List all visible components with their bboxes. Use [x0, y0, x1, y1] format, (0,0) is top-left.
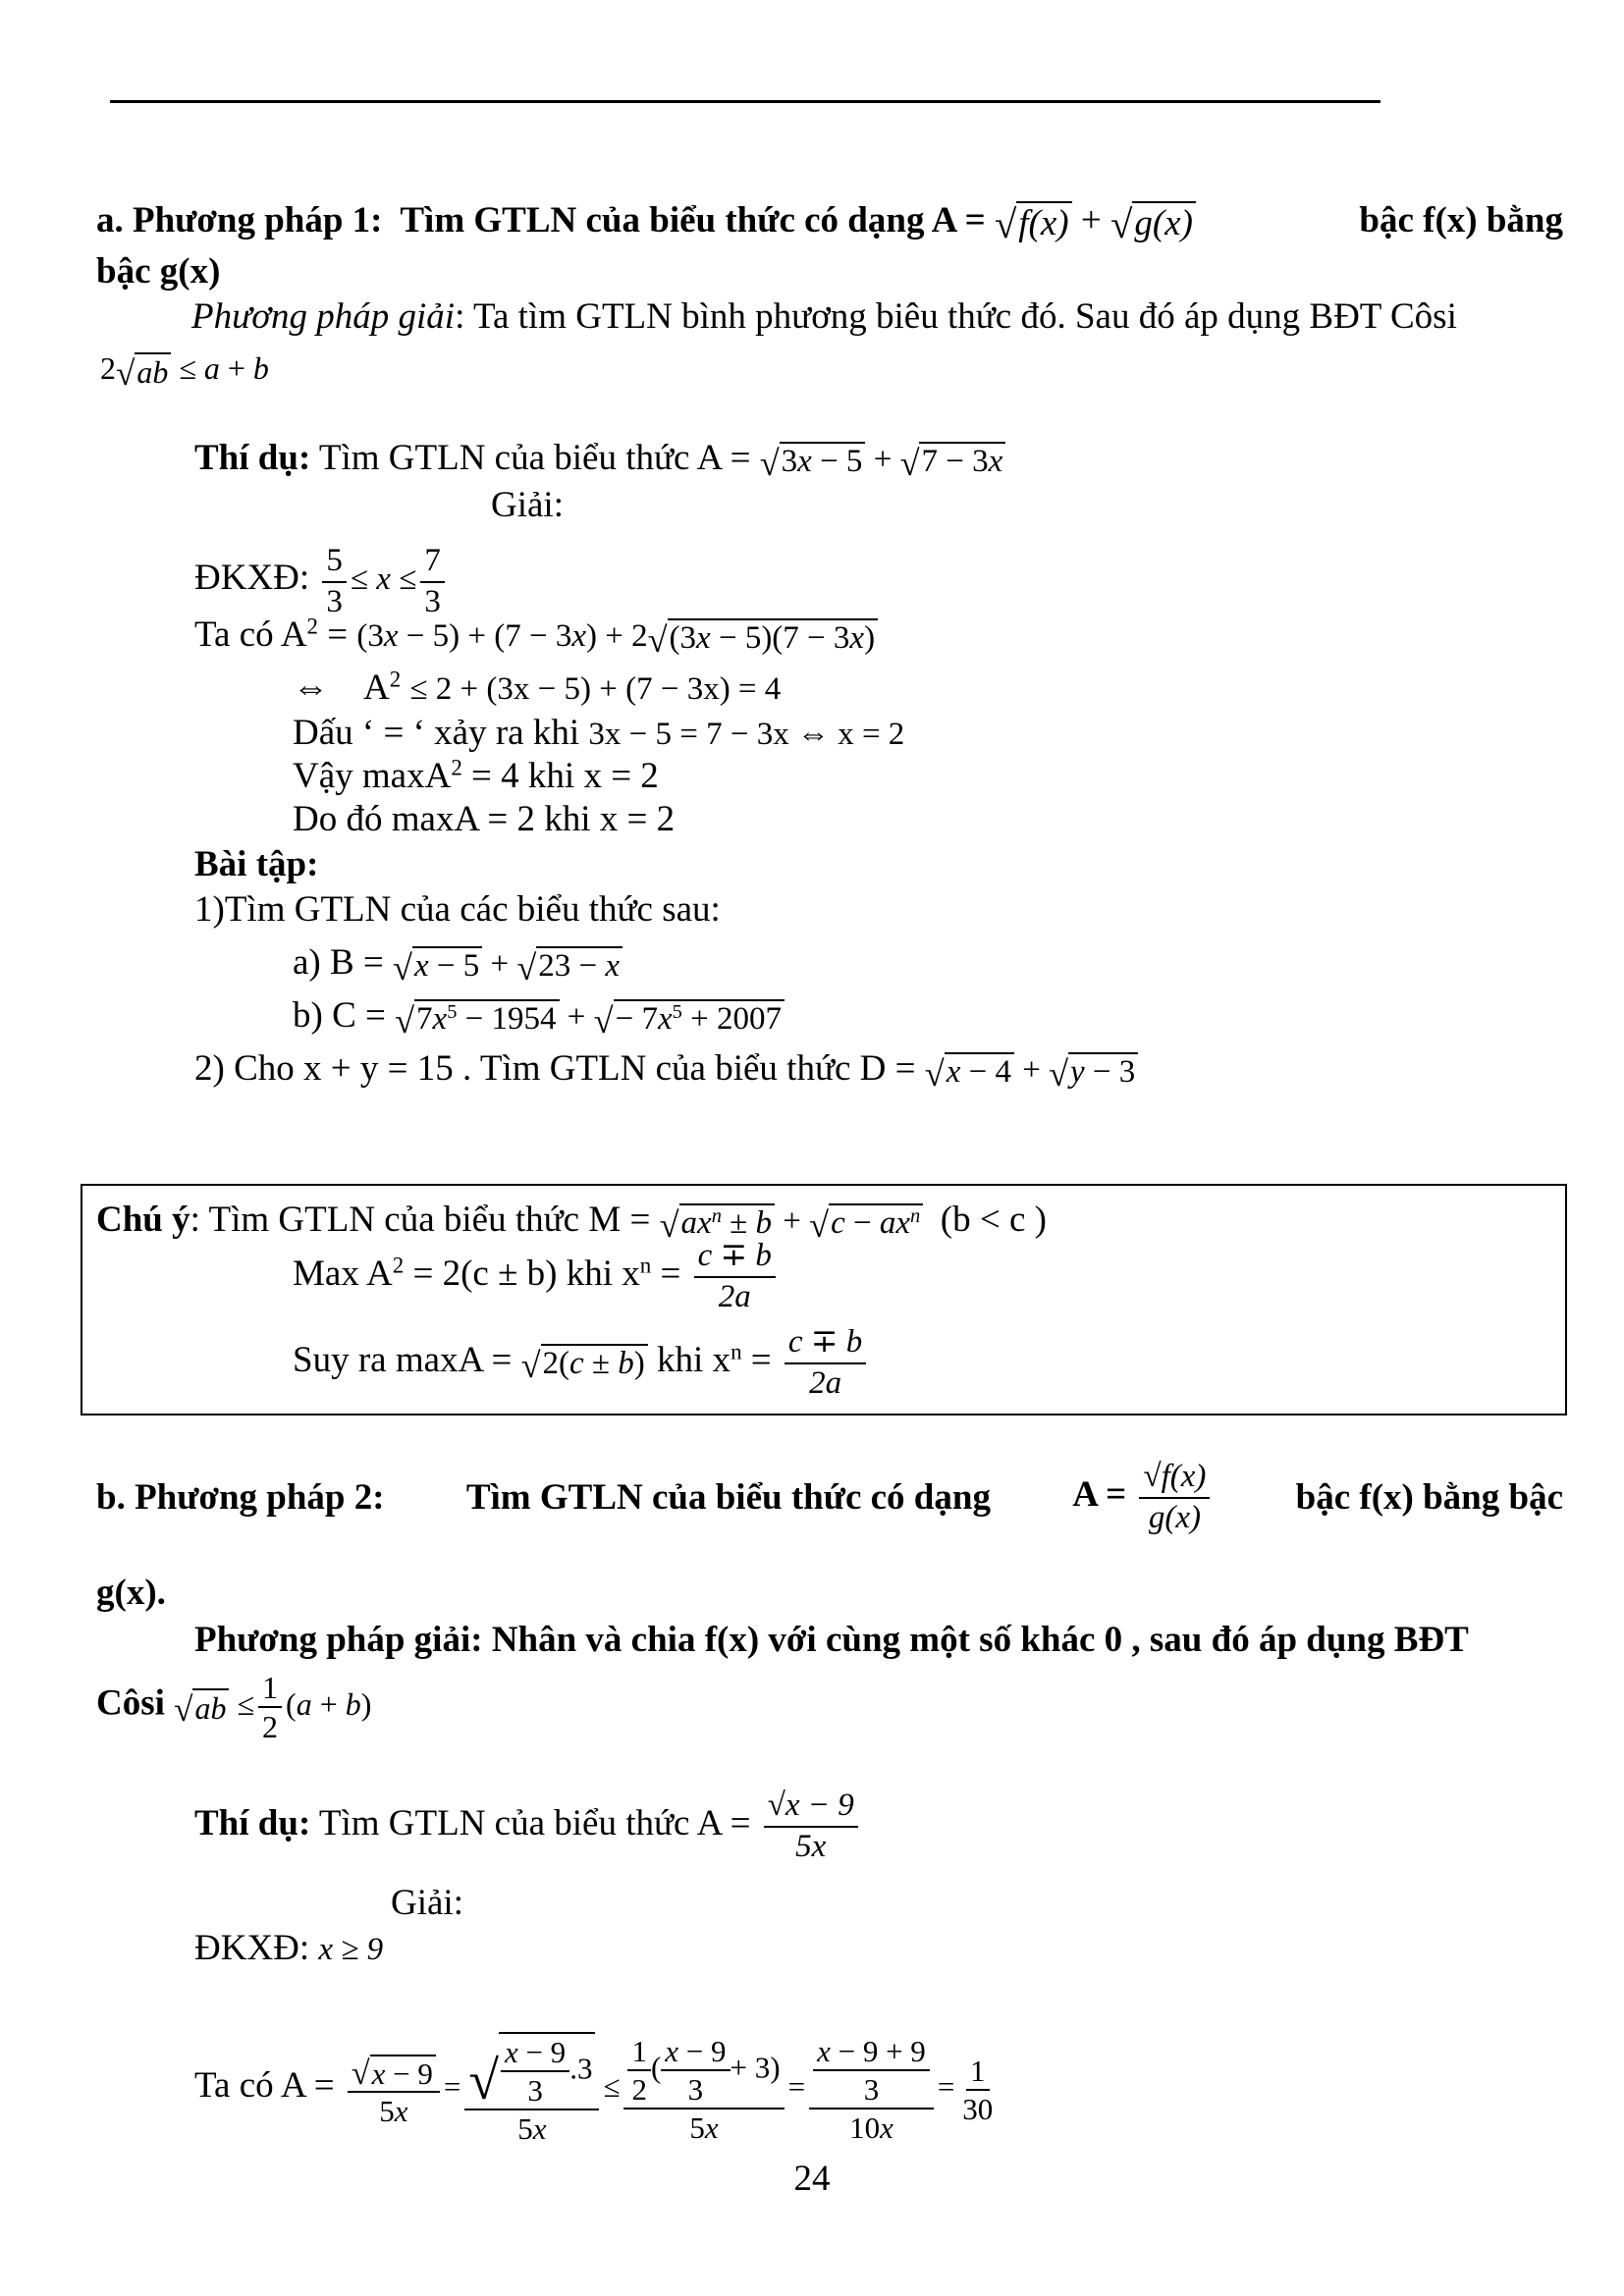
exercise-2: [194, 1046, 1138, 1093]
note-line3-frac: [785, 1323, 866, 1403]
section-b-heading-lead: b. Phương pháp 2:: [96, 1477, 385, 1518]
final-derivation: [194, 2032, 1001, 2148]
note-text: : Tìm GTLN của biểu thức M =: [189, 1200, 651, 1240]
page-number: 24: [793, 2159, 831, 2199]
section-a-heading-tail: bậc f(x) bằng: [1359, 200, 1563, 240]
header-rule: [110, 100, 1380, 103]
domain-a-label: ĐKXĐ:: [194, 558, 310, 599]
example-b-frac-num: √x − 9: [764, 1787, 858, 1828]
section-b-method-line2: [96, 1669, 371, 1746]
step-a2-lead: A: [362, 667, 390, 708]
section-a-heading-lead: a. Phương pháp 1:: [96, 200, 383, 240]
note-condition: (b < c ): [940, 1200, 1047, 1240]
section-b-heading-tail: bậc f(x) bằng bậc: [1295, 1477, 1563, 1518]
exercise-2-lead: 2) Cho x + y = 15 . Tìm GTLN của biểu thức D =: [194, 1048, 916, 1089]
section-b-method: Phương pháp giải: Nhân và chia f(x) với cùng một số khác 0 , sau đó áp dụng BĐT: [194, 1620, 1469, 1660]
section-a-heading-mid: Tìm GTLN của biểu thức có dạng A =: [400, 200, 986, 240]
section-a-heading: [96, 198, 1563, 245]
note-line3-expr: √ 2(c ± b): [521, 1344, 648, 1379]
final-lead: Ta có A =: [194, 2064, 335, 2106]
domain-a: [194, 542, 449, 621]
step-a4-lead: Vậy maxA: [293, 756, 452, 796]
exercise-1a-expr: √ x − 5 + √ 23 − x: [393, 946, 623, 982]
section-b-heading-A: A =: [1072, 1474, 1127, 1516]
exercise-1a: [293, 940, 623, 987]
section-b-heading: [96, 1461, 1563, 1535]
section-b-method-lead: Côsi: [96, 1682, 165, 1724]
step-a4: Vậy maxA$^2$ = 4 khi x = 2: [293, 755, 659, 796]
step-a1-expr: (3x − 5) + (7 − 3x) + 2 √ (3x − 5)(7 − 3x): [356, 618, 878, 654]
exercise-1: 1)Tìm GTLN của các biểu thức sau:: [194, 889, 721, 930]
exercise-1b: [293, 993, 785, 1040]
note-line2-frac-num: c ∓ b: [694, 1237, 776, 1278]
note-line2-lead: Max A: [293, 1254, 393, 1295]
example-b-frac-den: 5x: [795, 1828, 827, 1864]
cauchy-inequality: 2 √ ab ≤ a + b: [100, 350, 269, 393]
exercise-2-expr: √ x − 4 + √ y − 3: [925, 1052, 1139, 1088]
note-line2-frac-den: 2a: [718, 1278, 751, 1314]
note-line2-frac: [694, 1237, 776, 1316]
example-b: [194, 1787, 862, 1866]
section-b-heading-mid: Tìm GTLN của biểu thức có dạng: [465, 1477, 991, 1518]
exercise-1a-lead: a) B =: [293, 942, 384, 983]
note-line3-lead: Suy ra maxA =: [293, 1340, 513, 1381]
final-expr: √ x − 9 5x = √ $\frac{x - 9}{3}$ .3 5x ≤ $\frac{1}{2}$ ( $\frac{x - 9}{3}$ + 3) 5x = $\frac{\frac{x - 9 + 9}{3}}{10x}$ = $\frac{1}{30}$: [344, 2069, 1001, 2104]
step-a3-lead: Dấu ‘ = ‘ xảy ra khi: [293, 713, 580, 753]
section-b-frac-num: √f(x): [1139, 1458, 1210, 1499]
note-line3-frac-den: 2a: [809, 1364, 842, 1401]
section-b-heading-frac: [1139, 1458, 1210, 1537]
example-b-frac: [764, 1787, 858, 1866]
step-a3: [293, 711, 904, 757]
solution-b-label: Giải:: [391, 1883, 463, 1923]
exercises-label: Bài tập:: [194, 844, 319, 884]
solution-a-label: Giải:: [491, 485, 564, 525]
example-a-expr: √ 3x − 5 + √ 7 − 3x: [760, 442, 1006, 477]
note-line2-mid: = 2(c ± b) khi x: [412, 1254, 640, 1295]
example-a: [194, 436, 1005, 482]
note-line-2: Max $A^2 = 2(c \pm b)$ khi $x^n$ = $\frac{c \mp b}{2a}$: [293, 1237, 780, 1316]
step-a2-expr: ≤ 2 + (3x − 5) + (7 − 3x) = 4: [409, 671, 782, 707]
domain-b-label: ĐKXĐ:: [194, 1928, 310, 1968]
exercise-1b-lead: b) C =: [293, 995, 386, 1036]
exercise-1b-expr: √ $7x^5 - 1954$ + √ − $7x^5 + 2007$: [395, 999, 785, 1035]
note-label: Chú ý: [96, 1200, 190, 1240]
section-b-frac-den: g(x): [1148, 1500, 1201, 1535]
step-a1: Ta có $A^2 = (3x - 5) + (7 - 3x) + 2$ √ (3x − 5)(7 − 3x): [194, 613, 878, 659]
step-a3-expr: 3x − 5 = 7 − 3x ⇔ x = 2: [588, 717, 905, 752]
note-line-3: Suy ra maxA = √ 2(c ± b) khi $x^n$ = $\frac{c \mp b}{2a}$: [293, 1323, 870, 1403]
step-a4-tail: = 4 khi x = 2: [471, 756, 659, 796]
method-label: Phương pháp giải: [191, 296, 456, 337]
equivalence-arrow: ⇔: [293, 667, 329, 708]
domain-b-expr: x ≥ 9: [318, 1932, 384, 1967]
step-a5: Do đó maxA = 2 khi x = 2: [293, 799, 676, 839]
note-line3-frac-num: c ∓ b: [785, 1323, 866, 1364]
section-b-heading-line2: g(x).: [96, 1573, 166, 1613]
domain-b: [194, 1926, 383, 1972]
method-text: : Ta tìm GTLN bình phương biêu thức đó. Sau đó áp dụng BĐT Côsi: [455, 296, 1457, 337]
section-a-method: [191, 294, 1457, 340]
step-a2: ⇔ $A^2 \le 2 + (3x - 5) + (7 - 3x) = 4$: [293, 667, 782, 708]
note-line3-mid: khi x: [657, 1340, 731, 1381]
example-a-label: Thí dụ:: [194, 438, 311, 478]
note-expr: √ $ax^n \pm b$ + √ $c - ax^n$: [660, 1203, 932, 1239]
example-b-label: Thí dụ:: [194, 1803, 311, 1844]
domain-a-expr: $\frac{5}{3}$ ≤ x ≤ $\frac{7}{3}$: [318, 561, 448, 597]
step-a1-lead: Ta có A: [194, 614, 307, 655]
section-a-heading-line2: bậc g(x): [96, 251, 221, 292]
example-b-text: Tìm GTLN của biểu thức A =: [318, 1803, 751, 1844]
section-b-cauchy: √ ab ≤ $\frac{1}{2}$ (a + b): [174, 1670, 372, 1745]
example-a-text: Tìm GTLN của biểu thức A =: [318, 438, 751, 478]
section-a-heading-expr: √ f(x) + √ g(x): [995, 200, 1196, 240]
